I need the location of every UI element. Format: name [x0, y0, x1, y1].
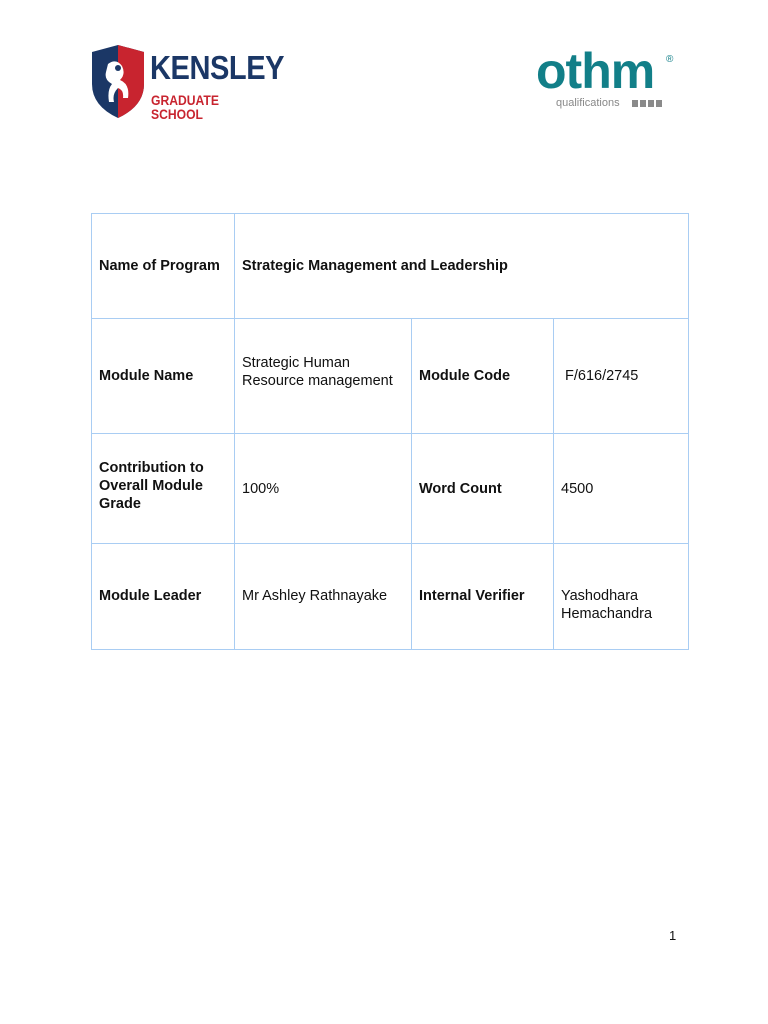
word-count-label: Word Count [412, 434, 554, 544]
program-label: Name of Program [92, 214, 235, 319]
kensley-logo [90, 44, 285, 122]
table-row [92, 544, 689, 650]
registered-mark: ® [666, 54, 674, 65]
table-row [92, 214, 689, 319]
module-code-value: F/616/2745 [554, 319, 689, 434]
module-name-value: Strategic Human Resource management [235, 319, 412, 434]
othm-squares-icon [632, 100, 662, 107]
othm-name: othm [536, 43, 655, 99]
module-code-label: Module Code [412, 319, 554, 434]
kensley-name: KENSLEY [150, 49, 285, 86]
module-leader-value: Mr Ashley Rathnayake [235, 544, 412, 650]
internal-verifier-label: Internal Verifier [412, 544, 554, 650]
contribution-value: 100% [235, 434, 412, 544]
word-count-value: 4500 [554, 434, 689, 544]
othm-logo [536, 43, 681, 116]
internal-verifier-value: Yashodhara Hemachandra [554, 544, 689, 650]
module-name-label: Module Name [92, 319, 235, 434]
table-row [92, 434, 689, 544]
table-row [92, 319, 689, 434]
contribution-label: Contribution to Overall Module Grade [92, 434, 235, 544]
program-value: Strategic Management and Leadership [235, 214, 689, 319]
module-leader-label: Module Leader [92, 544, 235, 650]
kensley-shield-icon [90, 44, 146, 120]
page-number: 1 [669, 928, 677, 943]
module-info-table [91, 213, 689, 650]
othm-subtitle: qualifications [556, 97, 620, 109]
kensley-subtitle: GRADUATE SCHOOL [151, 93, 219, 122]
